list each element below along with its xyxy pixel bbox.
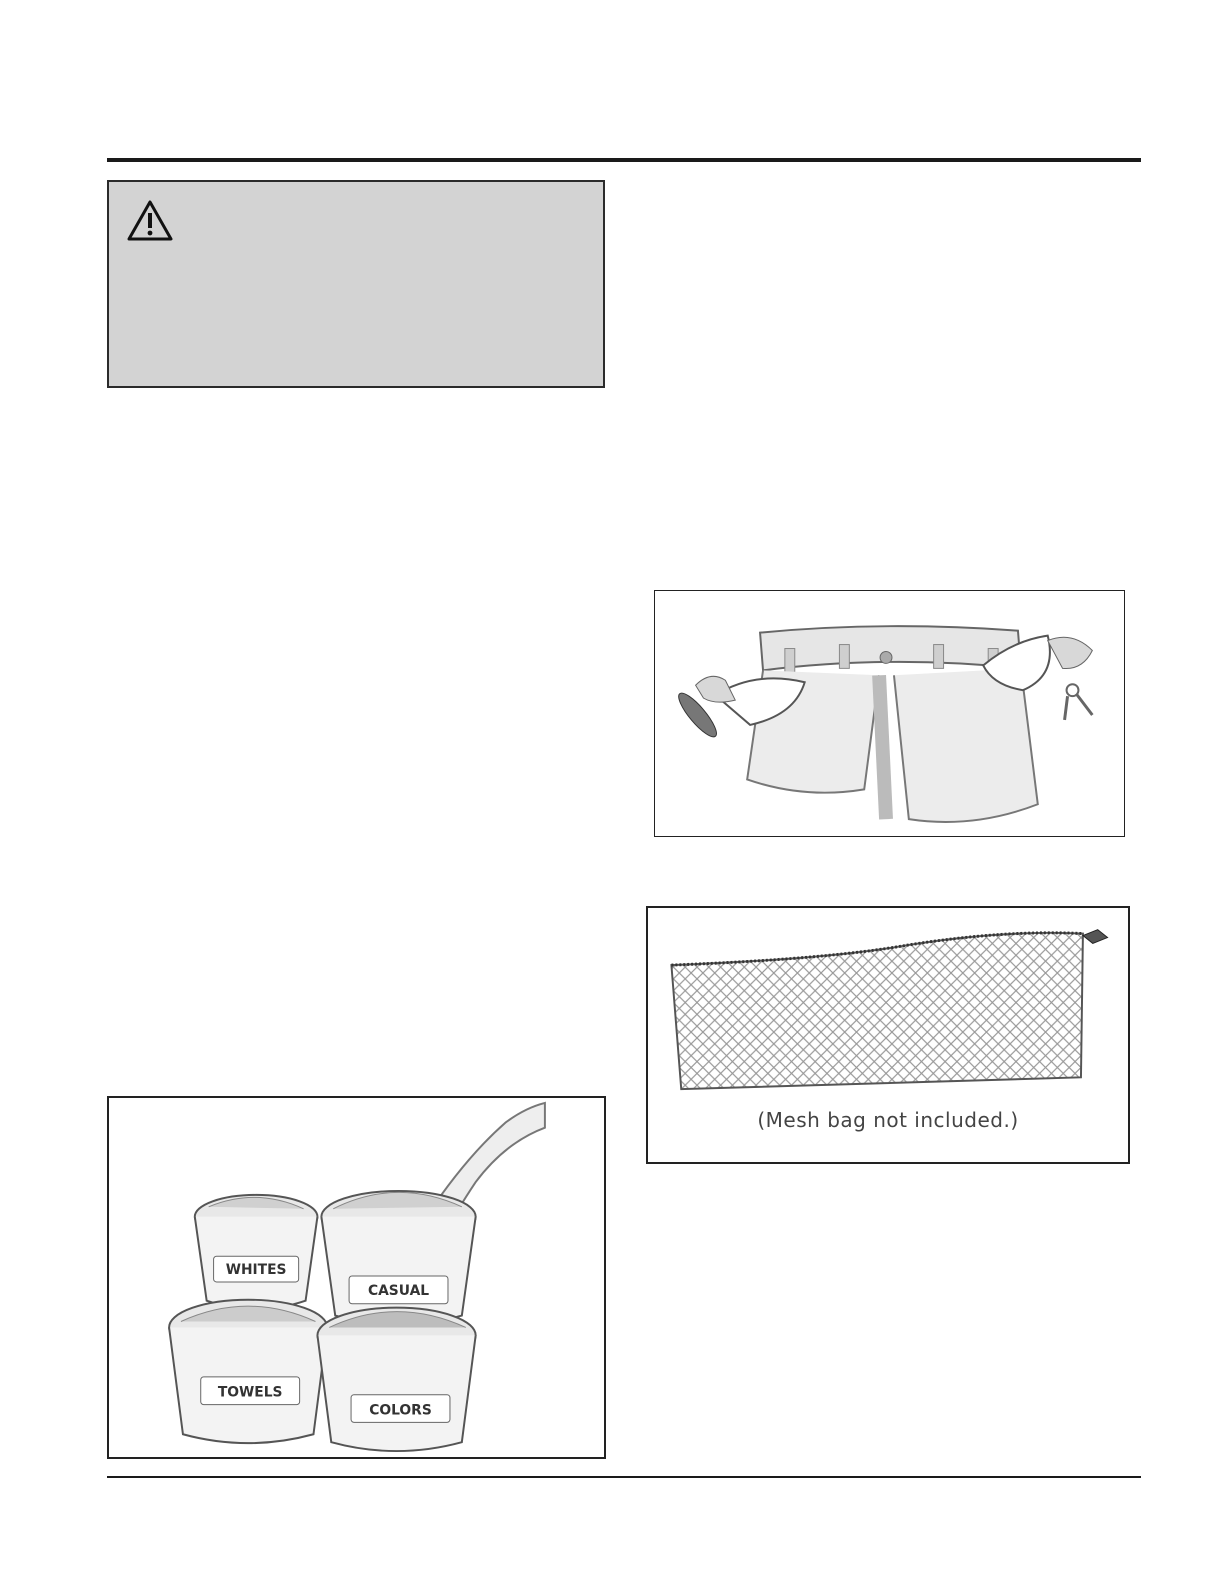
warning-box <box>107 180 605 388</box>
warning-triangle-icon <box>126 199 174 243</box>
basket-label-whites: WHITES <box>225 1262 287 1279</box>
pants-pockets-figure <box>654 590 1125 837</box>
basket-label-towels: TOWELS <box>217 1384 283 1401</box>
mesh-bag-caption: (Mesh bag not included.) <box>757 1108 1019 1132</box>
top-divider <box>107 158 1141 162</box>
laundry-baskets-figure <box>107 1096 606 1459</box>
laundry-baskets-illustration <box>109 1098 604 1457</box>
basket-label-casual: CASUAL <box>367 1282 430 1299</box>
pants-illustration <box>655 591 1124 836</box>
mesh-bag-figure <box>646 906 1130 1164</box>
basket-label-colors: COLORS <box>369 1402 432 1419</box>
bottom-divider <box>107 1476 1141 1478</box>
